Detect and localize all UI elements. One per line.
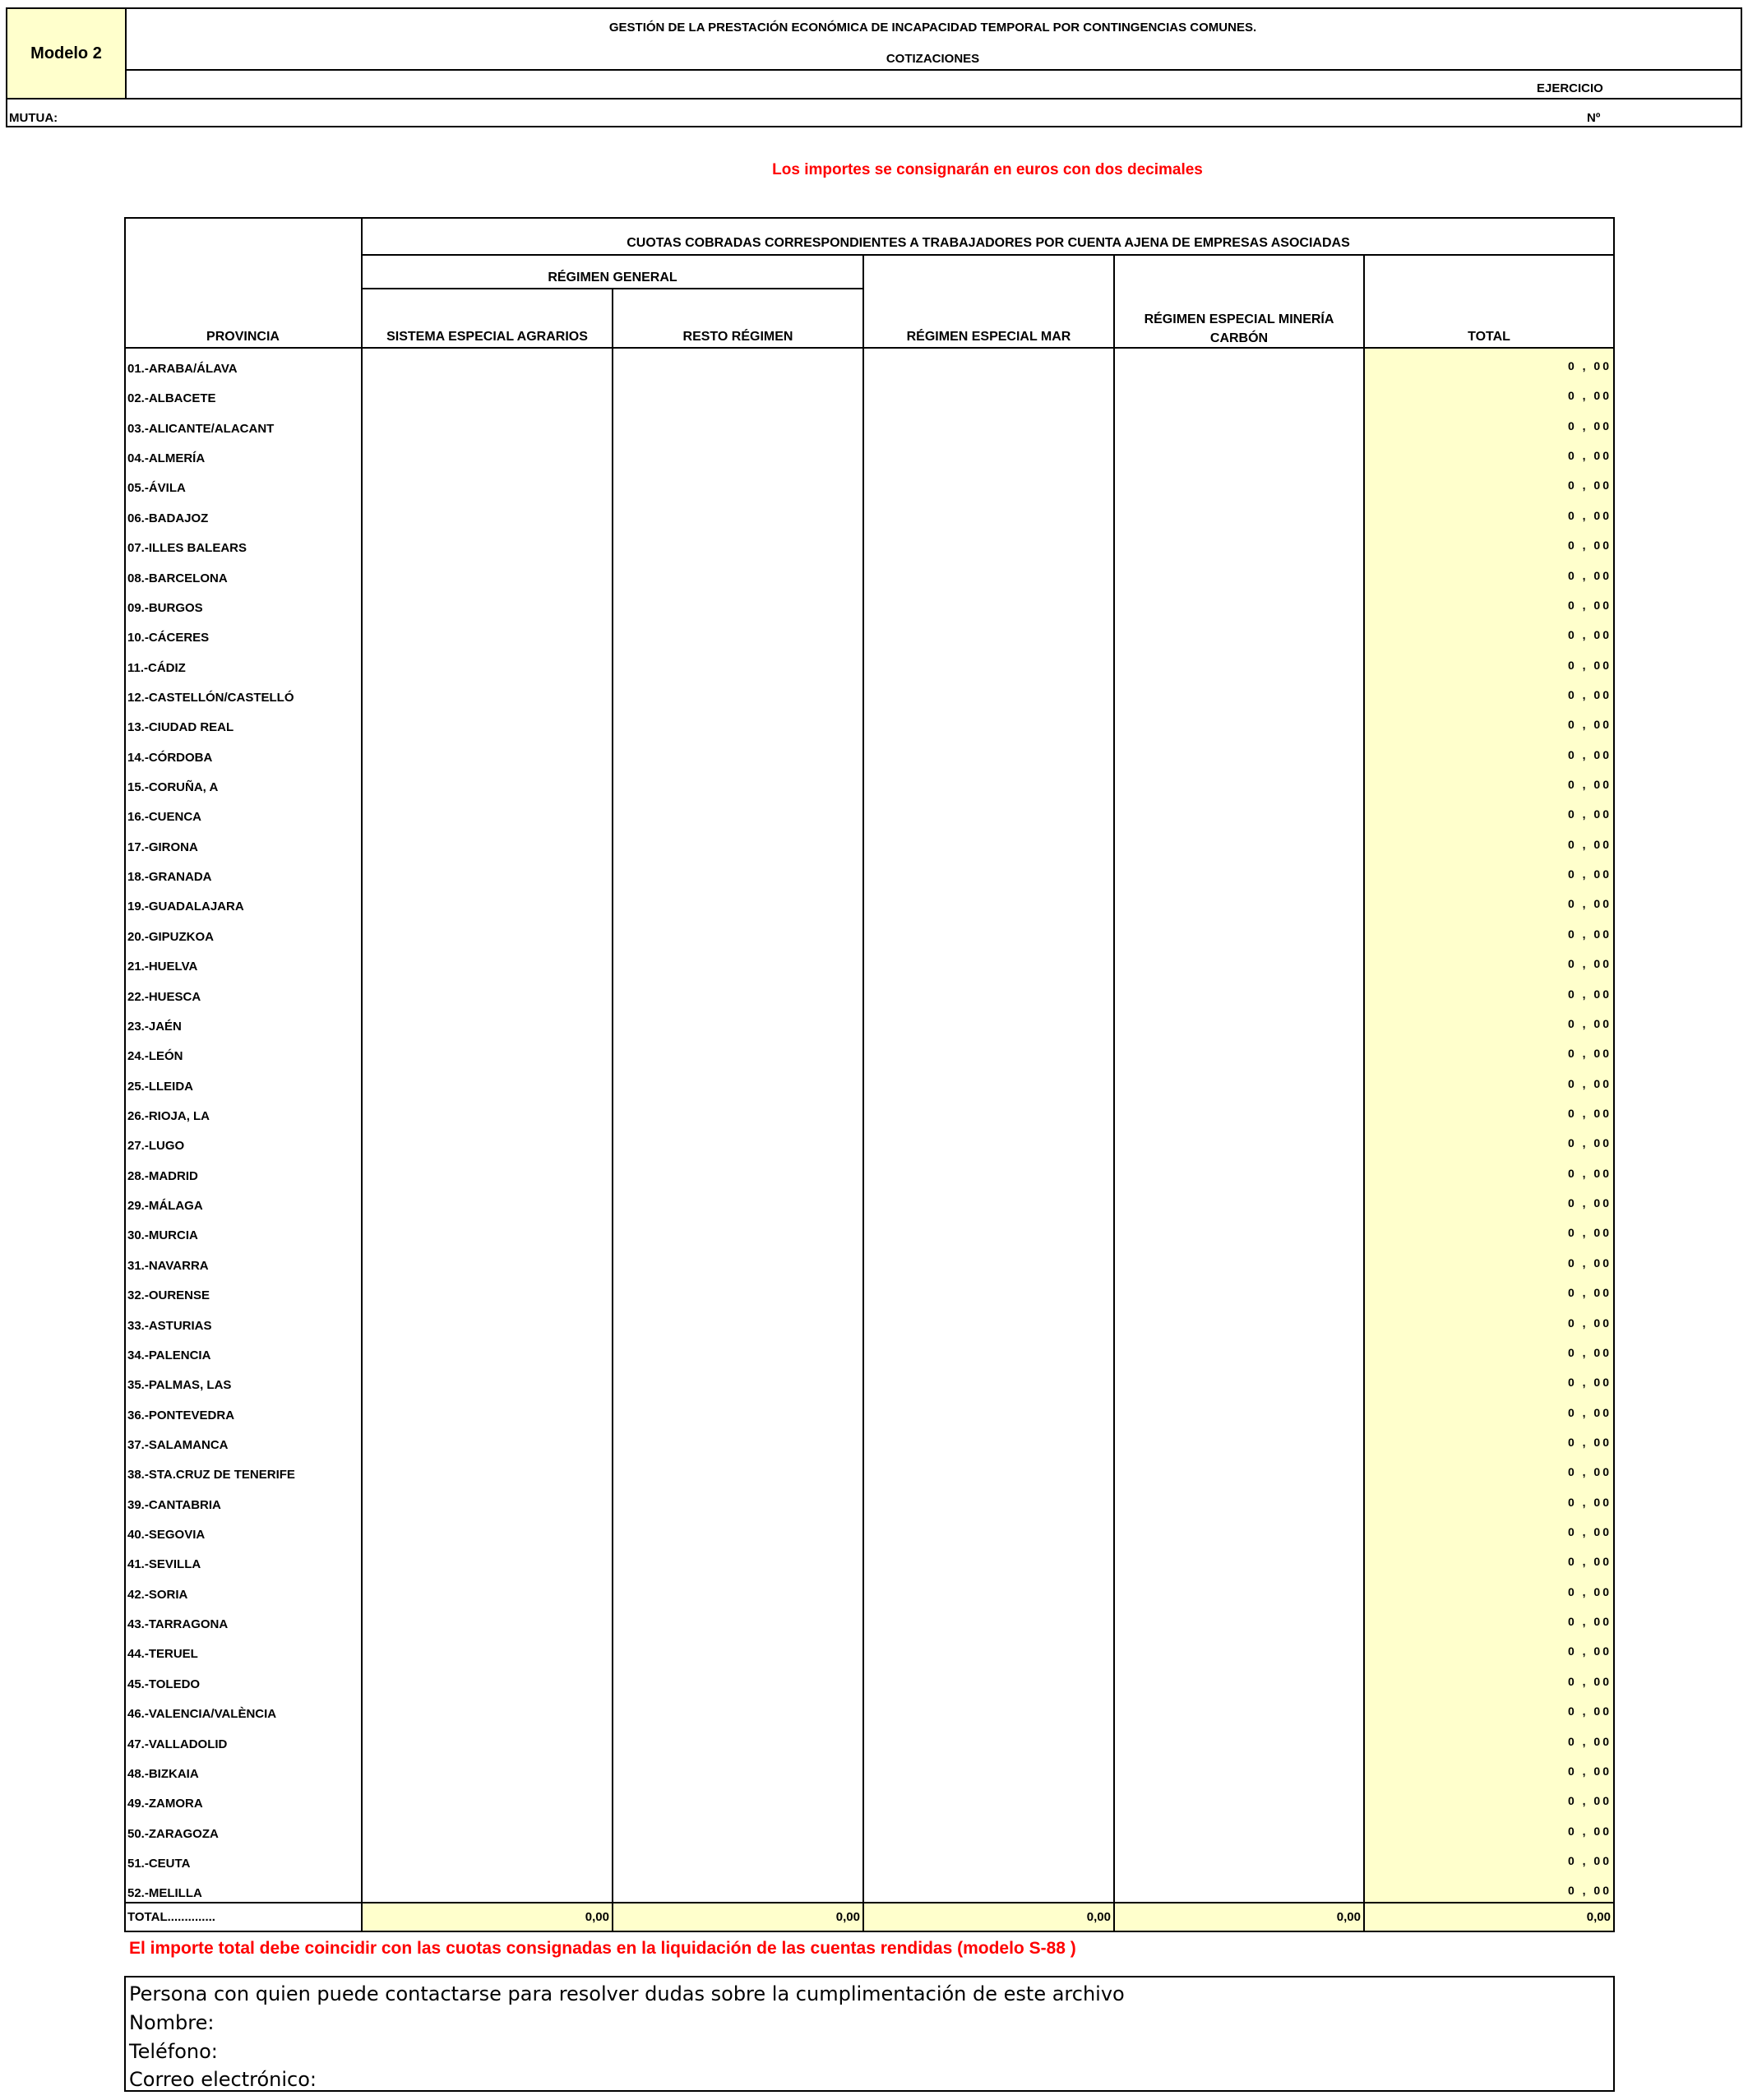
province-label: 07.-ILLES BALEARS <box>127 541 247 555</box>
province-label: 37.-SALAMANCA <box>127 1438 229 1452</box>
province-total-value: 0 , 00 <box>1567 569 1612 582</box>
province-label: 52.-MELILLA <box>127 1886 202 1900</box>
contact-name-field[interactable]: Nombre: <box>129 2011 215 2034</box>
province-total-value: 0 , 00 <box>1567 1047 1612 1060</box>
province-total-value: 0 , 00 <box>1567 1615 1612 1628</box>
province-label: 34.-PALENCIA <box>127 1348 211 1362</box>
header-total: TOTAL <box>1468 330 1510 344</box>
province-total-value: 0 , 00 <box>1567 1496 1612 1509</box>
province-total-value: 0 , 00 <box>1567 1376 1612 1389</box>
province-label: 05.-ÁVILA <box>127 481 186 495</box>
province-label: 10.-CÁCERES <box>127 631 210 645</box>
total-agrarios: 0,00 <box>585 1910 609 1924</box>
province-total-value: 0 , 00 <box>1567 1316 1612 1330</box>
contact-intro: Persona con quien puede contactarse para resolver dudas sobre la cumplimentación de este archivo <box>129 1982 1125 2005</box>
province-total-value: 0 , 00 <box>1567 509 1612 522</box>
province-label: 25.-LLEIDA <box>127 1080 194 1094</box>
province-label: 26.-RIOJA, LA <box>127 1109 210 1123</box>
total-mineria: 0,00 <box>1336 1910 1361 1924</box>
province-label: 46.-VALENCIA/VALÈNCIA <box>127 1707 277 1721</box>
province-label: 31.-NAVARRA <box>127 1259 209 1273</box>
province-label: 08.-BARCELONA <box>127 571 228 585</box>
province-label: 04.-ALMERÍA <box>127 451 206 465</box>
regimen-general-header: RÉGIMEN GENERAL <box>548 271 677 284</box>
province-label: 16.-CUENCA <box>127 810 202 824</box>
province-total-value: 0 , 00 <box>1567 1256 1612 1270</box>
total-row-label: TOTAL.............. <box>127 1910 215 1924</box>
province-label: 28.-MADRID <box>127 1169 198 1183</box>
province-total-value: 0 , 00 <box>1567 1735 1612 1748</box>
province-total-value: 0 , 00 <box>1567 1644 1612 1658</box>
province-label: 18.-GRANADA <box>127 870 212 884</box>
province-total-value: 0 , 00 <box>1567 1196 1612 1210</box>
province-total-value: 0 , 00 <box>1567 1077 1612 1090</box>
province-label: 41.-SEVILLA <box>127 1557 201 1571</box>
province-total-value: 0 , 00 <box>1567 1167 1612 1180</box>
province-label: 12.-CASTELLÓN/CASTELLÓ <box>127 691 294 705</box>
province-total-value: 0 , 00 <box>1567 1854 1612 1867</box>
province-label: 45.-TOLEDO <box>127 1677 201 1691</box>
province-label: 44.-TERUEL <box>127 1647 198 1661</box>
form-subtitle: COTIZACIONES <box>886 52 980 66</box>
province-label: 06.-BADAJOZ <box>127 511 209 525</box>
province-total-value: 0 , 00 <box>1567 807 1612 821</box>
currency-note: Los importes se consignarán en euros con dos decimales <box>772 161 1203 178</box>
province-total-value: 0 , 00 <box>1567 1346 1612 1359</box>
form-header <box>6 7 1742 127</box>
province-label: 23.-JAÉN <box>127 1020 182 1034</box>
province-label: 24.-LEÓN <box>127 1049 183 1063</box>
number-label: Nº <box>1587 111 1601 125</box>
province-label: 22.-HUESCA <box>127 990 201 1004</box>
province-total-value: 0 , 00 <box>1567 599 1612 612</box>
province-total-value: 0 , 00 <box>1567 927 1612 941</box>
group-header: CUOTAS COBRADAS CORRESPONDIENTES A TRABAJADORES POR CUENTA AJENA DE EMPRESAS ASOCIADAS <box>627 236 1350 250</box>
ejercicio-label: EJERCICIO <box>1537 81 1603 95</box>
province-total-value: 0 , 00 <box>1567 957 1612 970</box>
province-total-value: 0 , 00 <box>1567 838 1612 851</box>
grid-line <box>612 289 613 1932</box>
grid-line <box>862 255 864 1932</box>
contact-phone-field[interactable]: Teléfono: <box>129 2040 218 2063</box>
province-total-value: 0 , 00 <box>1567 1555 1612 1568</box>
province-total-value: 0 , 00 <box>1567 1765 1612 1778</box>
grid-line <box>361 217 363 1932</box>
province-label: 43.-TARRAGONA <box>127 1617 229 1631</box>
province-label: 32.-OURENSE <box>127 1288 210 1302</box>
header-divider <box>125 69 1741 71</box>
total-mar: 0,00 <box>1086 1910 1111 1924</box>
province-label: 11.-CÁDIZ <box>127 661 186 675</box>
contact-box <box>124 1976 1615 2092</box>
province-label: 40.-SEGOVIA <box>127 1528 206 1542</box>
mutua-label: MUTUA: <box>9 111 58 125</box>
province-label: 09.-BURGOS <box>127 601 203 615</box>
province-total-value: 0 , 00 <box>1567 1286 1612 1299</box>
province-total-value: 0 , 00 <box>1567 628 1612 641</box>
province-total-value: 0 , 00 <box>1567 1585 1612 1598</box>
header-divider <box>7 98 1741 99</box>
province-total-value: 0 , 00 <box>1567 539 1612 552</box>
province-total-value: 0 , 00 <box>1567 748 1612 761</box>
province-total-value: 0 , 00 <box>1567 1136 1612 1149</box>
contact-email-field[interactable]: Correo electrónico: <box>129 2068 317 2091</box>
province-total-value: 0 , 00 <box>1567 1436 1612 1449</box>
province-label: 33.-ASTURIAS <box>127 1319 212 1333</box>
province-total-value: 0 , 00 <box>1567 1226 1612 1239</box>
province-total-value: 0 , 00 <box>1567 449 1612 462</box>
province-total-value: 0 , 00 <box>1567 988 1612 1001</box>
province-total-value: 0 , 00 <box>1567 479 1612 492</box>
province-total-value: 0 , 00 <box>1567 389 1612 402</box>
grid-border <box>124 217 1615 219</box>
province-total-value: 0 , 00 <box>1567 1705 1612 1718</box>
grid-line <box>362 254 1615 256</box>
grid-border <box>124 217 126 1932</box>
header-mineria: RÉGIMEN ESPECIAL MINERÍA CARBÓN <box>1144 312 1334 345</box>
province-label: 30.-MURCIA <box>127 1228 198 1242</box>
total-grand: 0,00 <box>1586 1910 1611 1924</box>
province-label: 51.-CEUTA <box>127 1857 191 1871</box>
province-total-value: 0 , 00 <box>1567 419 1612 432</box>
province-label: 14.-CÓRDOBA <box>127 751 213 765</box>
province-total-value: 0 , 00 <box>1567 718 1612 731</box>
province-total-value: 0 , 00 <box>1567 897 1612 910</box>
province-total-value: 0 , 00 <box>1567 778 1612 791</box>
total-note: El importe total debe coincidir con las cuotas consignadas en la liquidación de las cuentas rendidas (modelo S-88 ) <box>129 1939 1076 1958</box>
grid-line <box>1113 255 1115 1932</box>
province-label: 48.-BIZKAIA <box>127 1767 199 1781</box>
province-label: 03.-ALICANTE/ALACANT <box>127 422 275 436</box>
province-label: 47.-VALLADOLID <box>127 1737 228 1751</box>
total-resto: 0,00 <box>835 1910 860 1924</box>
province-total-value: 0 , 00 <box>1567 1017 1612 1030</box>
province-label: 39.-CANTABRIA <box>127 1498 221 1512</box>
province-label: 15.-CORUÑA, A <box>127 780 219 794</box>
province-total-value: 0 , 00 <box>1567 867 1612 881</box>
province-label: 35.-PALMAS, LAS <box>127 1378 232 1392</box>
form-title: GESTIÓN DE LA PRESTACIÓN ECONÓMICA DE INCAPACIDAD TEMPORAL POR CONTINGENCIAS COMUNES. <box>608 21 1257 35</box>
province-label: 36.-PONTEVEDRA <box>127 1408 235 1422</box>
province-label: 19.-GUADALAJARA <box>127 900 244 914</box>
province-label: 17.-GIRONA <box>127 840 198 854</box>
province-total-value: 0 , 00 <box>1567 688 1612 701</box>
province-label: 50.-ZARAGOZA <box>127 1827 219 1841</box>
province-label: 29.-MÁLAGA <box>127 1199 203 1213</box>
header-provincia: PROVINCIA <box>206 330 280 344</box>
contributions-table <box>124 217 1615 1932</box>
province-total-value: 0 , 00 <box>1567 1406 1612 1419</box>
province-total-value: 0 , 00 <box>1567 359 1612 372</box>
grid-border <box>124 1931 1615 1932</box>
model-label: Modelo 2 <box>7 9 127 98</box>
province-total-value: 0 , 00 <box>1567 1465 1612 1478</box>
province-label: 13.-CIUDAD REAL <box>127 720 234 734</box>
header-mar: RÉGIMEN ESPECIAL MAR <box>906 330 1071 344</box>
header-agrarios: SISTEMA ESPECIAL AGRARIOS <box>386 330 588 344</box>
province-label: 01.-ARABA/ÁLAVA <box>127 362 238 376</box>
province-label: 42.-SORIA <box>127 1588 188 1602</box>
province-total-value: 0 , 00 <box>1567 1825 1612 1838</box>
grid-line <box>124 347 1615 349</box>
header-resto: RESTO RÉGIMEN <box>682 330 793 344</box>
grid-line <box>124 1902 1615 1903</box>
province-label: 21.-HUELVA <box>127 960 198 974</box>
province-total-value: 0 , 00 <box>1567 1794 1612 1807</box>
province-total-value: 0 , 00 <box>1567 1107 1612 1120</box>
province-total-value: 0 , 00 <box>1567 659 1612 672</box>
province-label: 02.-ALBACETE <box>127 391 216 405</box>
province-label: 38.-STA.CRUZ DE TENERIFE <box>127 1468 295 1482</box>
province-label: 49.-ZAMORA <box>127 1797 203 1811</box>
province-total-value: 0 , 00 <box>1567 1884 1612 1897</box>
grid-line <box>1363 255 1365 1932</box>
province-total-value: 0 , 00 <box>1567 1525 1612 1538</box>
province-label: 27.-LUGO <box>127 1139 185 1153</box>
grid-border <box>1613 217 1615 1932</box>
province-total-value: 0 , 00 <box>1567 1675 1612 1688</box>
province-label: 20.-GIPUZKOA <box>127 930 215 944</box>
